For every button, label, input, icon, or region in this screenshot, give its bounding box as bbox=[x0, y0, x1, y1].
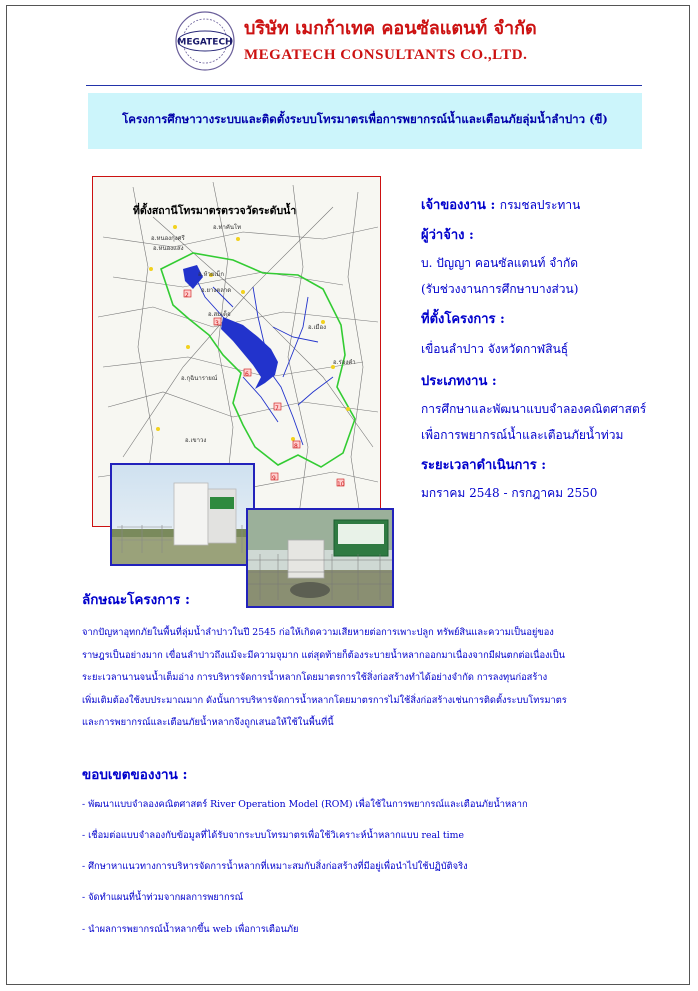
company-name-thai: บริษัท เมกก้าเทค คอนซัลแตนท์ จำกัด bbox=[244, 18, 537, 39]
map-place-label: อ.สมเด็จ bbox=[208, 311, 231, 318]
map-place-label: อ.ร่องคำ bbox=[333, 359, 356, 366]
header-divider bbox=[86, 85, 642, 86]
project-title-box bbox=[88, 93, 642, 149]
station-number: 7 bbox=[275, 405, 279, 412]
location-value: เขื่อนลำปาว จังหวัดกาฬสินธุ์ bbox=[421, 342, 569, 356]
employer-label: ผู้ว่าจ้าง : bbox=[421, 228, 474, 243]
paragraph-line: และการพยากรณ์และเตือนภัยน้ำหลากจึงถูกเสนอให้ใช้ในพื้นที่นี้ bbox=[82, 717, 334, 728]
paragraph-line: จากปัญหาอุทกภัยในพื้นที่ลุ่มน้ำลำปาวในปี 2545 ก่อให้เกิดความเสียหายต่อการเพาะปลูก ทรัพย์สินและความเป็นอยู่ของ bbox=[82, 627, 554, 638]
lam-pao-reservoir bbox=[221, 317, 278, 389]
company-name-english: MEGATECH CONSULTANTS CO.,LTD. bbox=[244, 47, 528, 63]
owner-label: เจ้าของงาน : bbox=[421, 198, 500, 213]
megatech-logo bbox=[174, 10, 236, 72]
logo-text: MEGATECH bbox=[177, 37, 233, 48]
characteristics-paragraph bbox=[82, 622, 642, 735]
scope-item: - พัฒนาแบบจำลองคณิตศาสตร์ River Operation Model (ROM) เพื่อใช้ในการพยากรณ์และเตือนภัยน้ำหลาก bbox=[82, 799, 528, 810]
type-line-2: เพื่อการพยากรณ์น้ำและเตือนภัยน้ำท่วม bbox=[421, 428, 624, 442]
scope-item: - ศึกษาหาแนวทางการบริหารจัดการน้ำหลากที่เหมาะสมกับสิ่งก่อสร้างที่มีอยู่เพื่อนำไปใช้ปฏิบัติจริง bbox=[82, 861, 468, 872]
station-photo-1 bbox=[110, 463, 255, 566]
map-place-label: อ.ห้วยเม็ก bbox=[198, 271, 224, 278]
owner-line bbox=[421, 194, 580, 215]
station-number: 3 bbox=[215, 320, 219, 327]
map-place-label: อ.กุฉินารายณ์ bbox=[181, 375, 218, 382]
station-photo-2 bbox=[246, 508, 394, 608]
station-number: 8 bbox=[294, 443, 298, 450]
map-place-label: อ.หนองกุงศรี bbox=[151, 235, 185, 242]
scope-item: - จัดทำแผนที่น้ำท่วมจากผลการพยากรณ์ bbox=[82, 892, 244, 903]
location-label: ที่ตั้งโครงการ : bbox=[421, 312, 505, 327]
map-place-label: อ.เขาวง bbox=[185, 437, 207, 444]
type-line-1: การศึกษาและพัฒนาแบบจำลองคณิตศาสตร์ bbox=[421, 402, 647, 416]
station-number: 9 bbox=[272, 475, 276, 482]
project-title: โครงการศึกษาวางระบบและติดตั้งระบบโทรมาตรเพื่อการพยากรณ์น้ำและเตือนภัยลุ่มน้ำลำปาว (ขี) bbox=[122, 112, 608, 126]
paragraph-line: เพิ่มเติมต้องใช้งบประมาณมาก ดังนั้นการบริหารจัดการน้ำหลากโดยมาตรการไม่ใช้สิ่งก่อสร้างเช่นการติดตั้งระบบโทรมาตร bbox=[82, 694, 567, 706]
type-label: ประเภทงาน : bbox=[421, 374, 497, 389]
map-place-label: อ.ท่าคันโท bbox=[213, 224, 242, 231]
map-place-label: อ.หนองแสง bbox=[153, 245, 184, 252]
map-place-label: อ.เมือง bbox=[308, 324, 327, 331]
employer-line-2: (รับช่วงงานการศึกษาบางส่วน) bbox=[421, 282, 579, 296]
paragraph-line: ระยะเวลานานจนน้ำเต็มอ่าง การบริหารจัดการน้ำหลากโดยมาตรการใช้สิ่งก่อสร้างทำได้อย่างจำกัด การลงทุนก่อสร้าง bbox=[82, 672, 548, 683]
owner-value: กรมชลประทาน bbox=[499, 198, 581, 212]
station-number: 6 bbox=[245, 371, 249, 378]
station-number: 2 bbox=[185, 292, 189, 299]
employer-line-1: บ. ปัญญา คอนซัลแตนท์ จำกัด bbox=[421, 256, 579, 270]
scope-heading: ขอบเขตของงาน : bbox=[82, 767, 188, 783]
map-title: ที่ตั้งสถานีโทรมาตรตรวจวัดระดับน้ำ bbox=[133, 205, 297, 217]
duration-value: มกราคม 2548 - กรกฎาคม 2550 bbox=[421, 486, 598, 500]
paragraph-line: ราษฎรเป็นอย่างมาก เขื่อนลำปาวถึงแม้จะมีความจุมาก แต่สุดท้ายก็ต้องระบายน้ำหลากออกมาเนื่องจากมีฝนตกต่อเนื่องเป็น bbox=[82, 649, 566, 661]
scope-item: - เชื่อมต่อแบบจำลองกับข้อมูลที่ได้รับจากระบบโทรมาตรเพื่อใช้วิเคราะห์น้ำหลากแบบ real time bbox=[82, 830, 464, 841]
characteristics-heading: ลักษณะโครงการ : bbox=[82, 592, 190, 608]
scope-item: - นำผลการพยากรณ์น้ำหลากขึ้น web เพื่อการเตือนภัย bbox=[82, 924, 299, 935]
station-number: 10 bbox=[337, 481, 345, 488]
map-place-label: อ.ยางตลาด bbox=[201, 287, 232, 294]
duration-label: ระยะเวลาดำเนินการ : bbox=[421, 458, 547, 473]
